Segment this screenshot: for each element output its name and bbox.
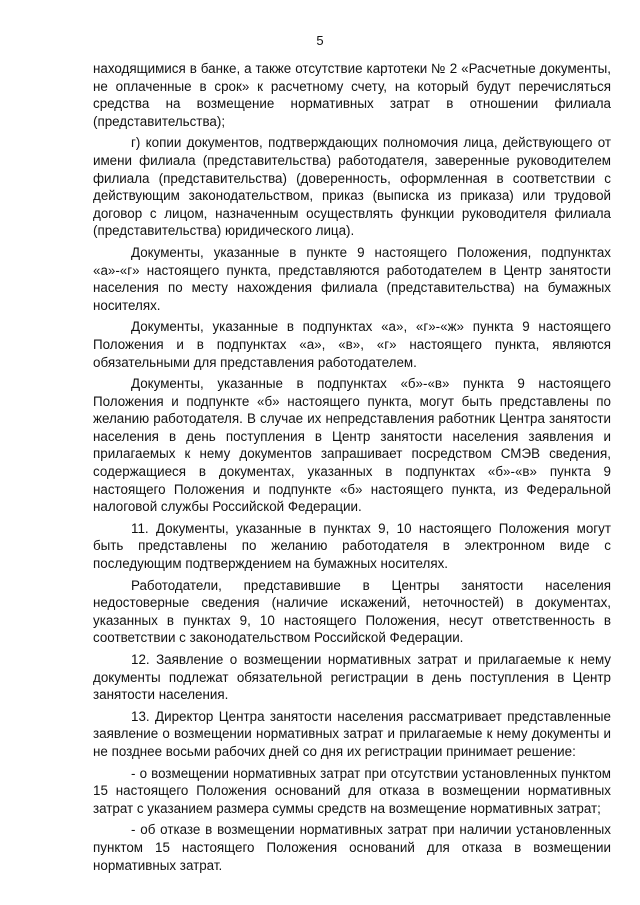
paragraph-continuation: находящимися в банке, а также отсутствие картотеки № 2 «Расчетные документы, не оплаченные в срок» к расчетному счету, на который будут перечисляться средства на возмещение нормативных затрат в отношении филиала (представительства); bbox=[93, 61, 611, 129]
paragraph-documents-submission: Документы, указанные в пункте 9 настоящего Положения, подпунктах «а»-«г» настоящего пункта, представляются работодателем в Центр занятости населения по месту нахождения филиала (представительства) на бумажных носителях. bbox=[93, 244, 611, 313]
list-item-reimbursement: - о возмещении нормативных затрат при отсутствии установленных пунктом 15 настоящего Положения оснований для отказа в возмещении нормативных затрат с указанием размера суммы средств на возмещение нормативных затрат; bbox=[93, 765, 611, 816]
paragraph-subitem-g: г) копии документов, подтверждающих полномочия лица, действующего от имени филиала (представительства) работодателя, заверенные руководителем филиала (представительства) (доверенность, оформленная в соответствии с действующим законодательством, приказ (выписка из приказа) или трудовой договор с лицом, назначенным осуществлять функции руководителя филиала (представительства) юридического лица). bbox=[93, 135, 611, 239]
paragraph-item-13: 13. Директор Центра занятости населения рассматривает представленные заявление о возмещении нормативных затрат и прилагаемые к нему документы и не позднее восьми рабочих дней со дня их регистрации принимает решение: bbox=[93, 708, 611, 759]
list-item-refusal: - об отказе в возмещении нормативных затрат при наличии установленных пунктом 15 настоящего Положения оснований для отказа в возмещении нормативных затрат. bbox=[93, 822, 611, 873]
paragraph-employer-responsibility: Работодатели, представившие в Центры занятости населения недостоверные сведения (наличие искажений, неточностей) в документах, указанных в пунктах 9, 10 настоящего Положения, несут ответственность в соответствии с законодательством Российской Федерации. bbox=[93, 577, 611, 646]
page-number: 5 bbox=[316, 33, 324, 48]
paragraph-item-11: 11. Документы, указанные в пунктах 9, 10 настоящего Положения могут быть представлены по желанию работодателя в электронном виде с последующим подтверждением на бумажных носителях. bbox=[93, 520, 611, 572]
paragraph-item-12: 12. Заявление о возмещении нормативных затрат и прилагаемые к нему документы подлежат обязательной регистрации в день поступления в Центр занятости населения. bbox=[93, 652, 611, 703]
paragraph-mandatory-documents: Документы, указанные в подпунктах «а», «г»-«ж» пункта 9 настоящего Положения и в подпунктах «а», «в», «г» настоящего пункта, являются обязательными для представления работодателем. bbox=[93, 319, 611, 370]
document-body bbox=[93, 60, 611, 878]
paragraph-optional-documents: Документы, указанные в подпунктах «б»-«в» пункта 9 настоящего Положения и подпункте «б» настоящего пункта, могут быть представлены по желанию работодателя. В случае их непредставления работник Центра занятости населения в день поступления в Центр занятости населения заявления и прилагаемых к нему документов запрашивает посредством СМЭВ сведения, содержащиеся в документах, указанных в подпунктах «б»-«в» пункта 9 настоящего Положения и подпункте «б» настоящего пункта, из Федеральной налоговой службы Российской Федерации. bbox=[93, 376, 611, 515]
